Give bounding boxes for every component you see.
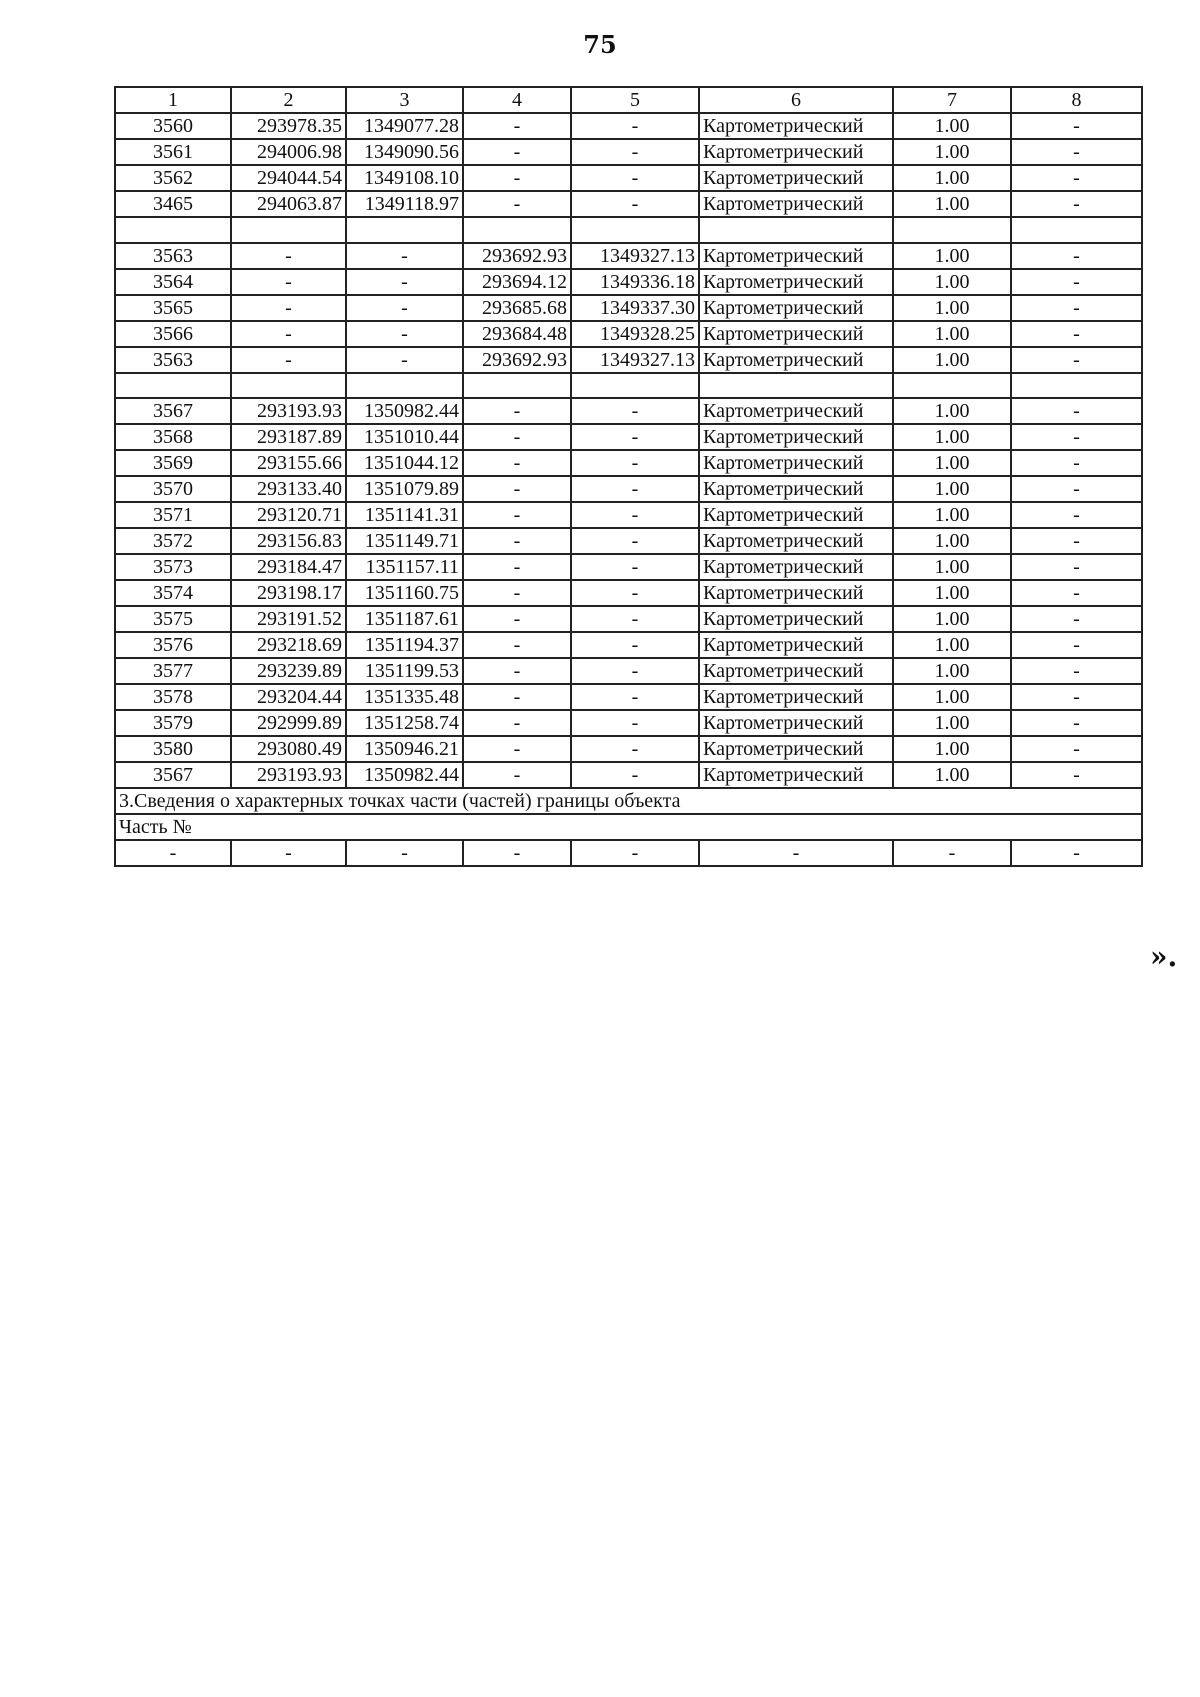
table-cell: 293198.17 [231,580,346,606]
table-cell: 3575 [115,606,231,632]
table-cell: 1351199.53 [346,658,463,684]
table-cell: Картометрический [699,424,893,450]
column-header-1: 1 [115,87,231,113]
table-cell: 1351194.37 [346,632,463,658]
table-row [115,113,1142,139]
table-cell: 294006.98 [231,139,346,165]
table-cell: 3465 [115,191,231,217]
table-cell: 1.00 [893,476,1011,502]
table-cell: - [699,840,893,866]
column-header-6: 6 [699,87,893,113]
table-cell: - [1011,684,1142,710]
table-cell: 294063.87 [231,191,346,217]
table-cell: Картометрический [699,191,893,217]
table-cell: 3564 [115,269,231,295]
table-cell: - [571,554,699,580]
table-row [115,528,1142,554]
table-cell: 1.00 [893,658,1011,684]
table-row [115,762,1142,788]
table-cell: 3580 [115,736,231,762]
table-cell: 3576 [115,632,231,658]
table-cell: 293193.93 [231,762,346,788]
table-cell: 3579 [115,710,231,736]
table-cell: 1.00 [893,632,1011,658]
table-cell: 293685.68 [463,295,571,321]
table-cell: 1.00 [893,424,1011,450]
table-cell: - [571,762,699,788]
table-cell: - [463,554,571,580]
table-cell: 1.00 [893,684,1011,710]
table-cell: Картометрический [699,710,893,736]
table-cell: - [463,762,571,788]
table-cell: Картометрический [699,528,893,554]
table-cell: Картометрический [699,243,893,269]
table-cell: 1351258.74 [346,710,463,736]
table-cell: - [571,139,699,165]
table-cell: - [1011,191,1142,217]
table-cell: - [571,113,699,139]
table-cell: - [346,840,463,866]
table-cell: 1.00 [893,113,1011,139]
table-cell: - [346,321,463,347]
empty-cell [1011,217,1142,243]
table-cell: 3566 [115,321,231,347]
table-cell: - [571,450,699,476]
table-cell: 1.00 [893,528,1011,554]
empty-cell [571,373,699,399]
empty-cell [231,217,346,243]
table-cell: - [463,606,571,632]
table-cell: 293155.66 [231,450,346,476]
table-cell: - [463,580,571,606]
table-cell: 293239.89 [231,658,346,684]
page-number: 75 [583,30,617,59]
table-row [115,554,1142,580]
table-cell: 1.00 [893,295,1011,321]
table-cell: 1349077.28 [346,113,463,139]
table-cell: - [571,580,699,606]
table-row [115,165,1142,191]
table-cell: 3571 [115,502,231,528]
table-cell: 293204.44 [231,684,346,710]
table-cell: Картометрический [699,450,893,476]
table-cell: - [231,269,346,295]
table-cell: - [1011,321,1142,347]
table-row [115,321,1142,347]
empty-cell [893,217,1011,243]
closing-quote-mark: ». [1150,940,1178,973]
table-cell: 1351157.11 [346,554,463,580]
table-cell: Картометрический [699,580,893,606]
column-header-2: 2 [231,87,346,113]
table-cell: - [1011,269,1142,295]
table-cell: - [463,528,571,554]
table-row [115,139,1142,165]
table-cell: 1.00 [893,762,1011,788]
table-cell: 1349090.56 [346,139,463,165]
table-cell: - [463,632,571,658]
header-row [115,87,1142,113]
table-cell: - [463,710,571,736]
empty-cell [115,217,231,243]
table-cell: Картометрический [699,606,893,632]
table-cell: - [1011,243,1142,269]
column-header-5: 5 [571,87,699,113]
table-cell: Картометрический [699,684,893,710]
table-cell: - [571,191,699,217]
table-cell: - [571,736,699,762]
table-cell: 3567 [115,398,231,424]
table-cell: - [1011,424,1142,450]
table-cell: - [346,269,463,295]
table-cell: - [463,840,571,866]
table-cell: 3569 [115,450,231,476]
table-row [115,450,1142,476]
empty-cell [346,217,463,243]
table-cell: Картометрический [699,139,893,165]
coordinates-table [114,86,1143,867]
table-cell: - [463,658,571,684]
table-cell: 1.00 [893,243,1011,269]
table-cell: - [571,710,699,736]
table-cell: 3573 [115,554,231,580]
empty-cell [231,373,346,399]
table-cell: - [231,295,346,321]
column-header-8: 8 [1011,87,1142,113]
table-cell: - [1011,554,1142,580]
table-cell: - [1011,658,1142,684]
table-cell: - [1011,502,1142,528]
table-cell: 293193.93 [231,398,346,424]
table-cell: - [1011,139,1142,165]
table-row [115,632,1142,658]
table-cell: 1351187.61 [346,606,463,632]
table-cell: Картометрический [699,476,893,502]
table-cell: - [1011,450,1142,476]
blank-separator-row [115,217,1142,243]
table-cell: Картометрический [699,736,893,762]
table-cell: 1.00 [893,347,1011,373]
table-row [115,191,1142,217]
table-cell: - [231,840,346,866]
table-cell: 1.00 [893,554,1011,580]
table-cell: - [1011,840,1142,866]
table-cell: - [1011,347,1142,373]
table-cell: - [231,243,346,269]
table-row [115,269,1142,295]
empty-cell [115,373,231,399]
table-cell: 3562 [115,165,231,191]
table-cell: Картометрический [699,658,893,684]
empty-cell [463,373,571,399]
table-cell: 293692.93 [463,347,571,373]
table-row [115,658,1142,684]
table-cell: - [571,632,699,658]
table-row [115,424,1142,450]
table-cell: Картометрический [699,165,893,191]
table-row [115,502,1142,528]
table-cell: - [1011,398,1142,424]
empty-cell [699,217,893,243]
table-cell: 1349328.25 [571,321,699,347]
table-cell: 293080.49 [231,736,346,762]
table-row [115,684,1142,710]
table-cell: - [346,347,463,373]
table-body [115,87,1142,866]
table-cell: 1.00 [893,710,1011,736]
table-cell: 293978.35 [231,113,346,139]
table-cell: 1.00 [893,736,1011,762]
section-row [115,788,1142,814]
table-row [115,295,1142,321]
table-cell: - [346,295,463,321]
table-cell: 3567 [115,762,231,788]
table-cell: - [1011,295,1142,321]
table-cell: Картометрический [699,295,893,321]
table-cell: - [1011,165,1142,191]
empty-cell [893,373,1011,399]
table-cell: 1351079.89 [346,476,463,502]
table-cell: 1350982.44 [346,398,463,424]
table-cell: 293684.48 [463,321,571,347]
table-cell: 293218.69 [231,632,346,658]
section-row [115,814,1142,840]
table-cell: 1.00 [893,139,1011,165]
table-cell: - [571,502,699,528]
table-cell: 293156.83 [231,528,346,554]
table-cell: Картометрический [699,269,893,295]
table-cell: - [1011,580,1142,606]
table-cell: 1351160.75 [346,580,463,606]
table-cell: 3560 [115,113,231,139]
table-cell: 1349108.10 [346,165,463,191]
table-cell: 293133.40 [231,476,346,502]
table-cell: 1351335.48 [346,684,463,710]
table-cell: 3565 [115,295,231,321]
table-cell: - [346,243,463,269]
table-cell: 1.00 [893,321,1011,347]
table-cell: - [231,347,346,373]
table-cell: 3563 [115,347,231,373]
table-cell: - [571,398,699,424]
empty-cell [463,217,571,243]
table-cell: 1.00 [893,502,1011,528]
table-cell: - [463,684,571,710]
table-cell: 3563 [115,243,231,269]
table-cell: - [463,165,571,191]
table-cell: - [115,840,231,866]
table-cell: 293191.52 [231,606,346,632]
table-cell: - [463,113,571,139]
table-cell: - [893,840,1011,866]
table-cell: 3574 [115,580,231,606]
table-cell: - [571,658,699,684]
table-cell: 293184.47 [231,554,346,580]
empty-cell [571,217,699,243]
table-cell: 1.00 [893,269,1011,295]
table-cell: 1350982.44 [346,762,463,788]
table-cell: Картометрический [699,762,893,788]
table-cell: 1351141.31 [346,502,463,528]
table-cell: Картометрический [699,113,893,139]
table-cell: 1.00 [893,606,1011,632]
table-cell: - [571,165,699,191]
table-cell: - [571,424,699,450]
table-cell: 1351044.12 [346,450,463,476]
table-cell: - [1011,632,1142,658]
table-cell: 294044.54 [231,165,346,191]
table-row [115,710,1142,736]
table-cell: Картометрический [699,398,893,424]
table-cell: - [463,398,571,424]
coordinates-table-container [114,86,1141,867]
table-cell: - [463,502,571,528]
table-cell: - [571,476,699,502]
table-cell: 3572 [115,528,231,554]
table-cell: - [1011,113,1142,139]
table-cell: 293187.89 [231,424,346,450]
table-cell: 3578 [115,684,231,710]
empty-cell [1011,373,1142,399]
table-cell: 1351010.44 [346,424,463,450]
table-cell: 293120.71 [231,502,346,528]
table-cell: 293694.12 [463,269,571,295]
section-heading-cell: Часть № [115,814,1142,840]
table-cell: - [463,191,571,217]
table-cell: 1.00 [893,450,1011,476]
table-cell: - [463,139,571,165]
column-header-7: 7 [893,87,1011,113]
table-cell: Картометрический [699,321,893,347]
table-cell: 1349327.13 [571,243,699,269]
table-cell: - [571,528,699,554]
table-cell: 1349337.30 [571,295,699,321]
table-cell: 3570 [115,476,231,502]
table-row [115,398,1142,424]
table-row [115,840,1142,866]
table-cell: - [1011,736,1142,762]
table-cell: 293692.93 [463,243,571,269]
table-cell: Картометрический [699,554,893,580]
table-cell: 292999.89 [231,710,346,736]
table-cell: - [463,424,571,450]
empty-cell [346,373,463,399]
table-cell: 3577 [115,658,231,684]
table-cell: 3568 [115,424,231,450]
column-header-4: 4 [463,87,571,113]
table-cell: - [1011,762,1142,788]
blank-separator-row [115,373,1142,399]
table-cell: - [1011,528,1142,554]
table-cell: 1.00 [893,398,1011,424]
table-cell: - [463,476,571,502]
table-cell: - [1011,606,1142,632]
table-cell: Картометрический [699,502,893,528]
table-row [115,243,1142,269]
table-cell: 3561 [115,139,231,165]
table-cell: - [571,606,699,632]
table-cell: - [463,736,571,762]
table-cell: Картометрический [699,632,893,658]
table-row [115,606,1142,632]
table-cell: 1349118.97 [346,191,463,217]
table-cell: - [1011,710,1142,736]
table-cell: - [1011,476,1142,502]
table-cell: 1349336.18 [571,269,699,295]
table-cell: - [571,840,699,866]
section-heading-cell: 3.Сведения о характерных точках части (частей) границы объекта [115,788,1142,814]
table-row [115,736,1142,762]
column-header-3: 3 [346,87,463,113]
table-row [115,580,1142,606]
table-cell: - [231,321,346,347]
table-row [115,476,1142,502]
table-cell: - [463,450,571,476]
table-cell: 1.00 [893,165,1011,191]
table-cell: 1351149.71 [346,528,463,554]
table-cell: Картометрический [699,347,893,373]
table-cell: 1.00 [893,580,1011,606]
table-row [115,347,1142,373]
table-cell: 1.00 [893,191,1011,217]
empty-cell [699,373,893,399]
table-cell: 1349327.13 [571,347,699,373]
table-cell: - [571,684,699,710]
table-cell: 1350946.21 [346,736,463,762]
